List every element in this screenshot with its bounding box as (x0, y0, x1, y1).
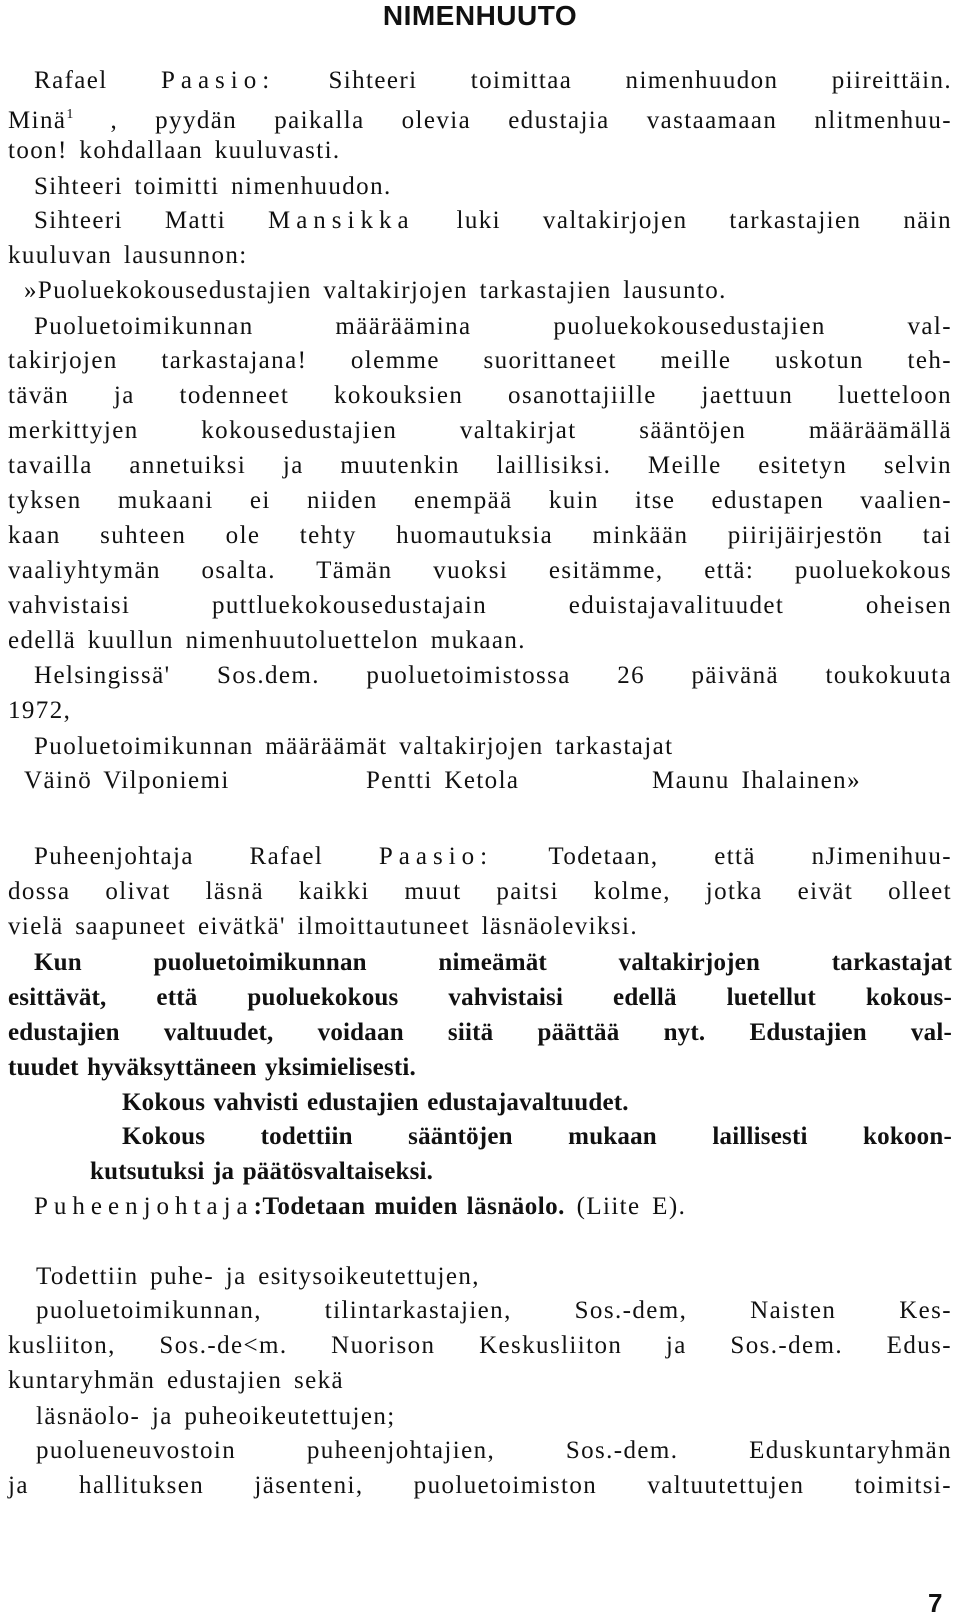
text-line: tyksen mukaani ei niiden enempää kuin itse edustapen vaalien- (8, 487, 952, 514)
text-line: »Puoluekokousedustajien valtakirjojen tarkastajien lausunto. (24, 277, 727, 304)
speaker-name: Mansikka (267, 207, 415, 234)
text-line: kusliiton, Sos.-de<m. Nuorison Keskusliiton ja Sos.-dem. Edus- (8, 1332, 952, 1359)
text-line: puoluetoimikunnan, tilintarkastajien, Sos.-dem, Naisten Kes- (36, 1297, 952, 1324)
text-line: 1972, (8, 697, 72, 724)
text-line: dossa olivat läsnä kaikki muut paitsi kolme, jotka eivät olleet (8, 878, 952, 905)
text-line: tavailla annetuiksi ja muutenkin laillisiksi. Meille esitetyn selvin (8, 452, 952, 479)
text-line: toon! kohdallaan kuuluvasti. (8, 137, 341, 164)
text-line: Rafael Paasio: Sihteeri toimittaa nimenhuudon piireittäin. (34, 67, 952, 94)
text-line: Sihteeri toimitti nimenhuudon. (34, 173, 392, 200)
speaker-name: Paasio: (160, 67, 276, 94)
decision-line: kutsutuksi ja päätösvaltaiseksi. (90, 1158, 434, 1185)
text-line: edustajien valtuudet, voidaan siitä päättää nyt. Edustajien val- (8, 1019, 952, 1046)
page-number: 7 (928, 1588, 943, 1618)
text-line: Kun puoluetoimikunnan nimeämät valtakirjojen tarkastajat (34, 949, 952, 976)
text-line: Todettiin puhe- ja esitysoikeutettujen, (36, 1263, 480, 1290)
text-line: Helsingissä' Sos.dem. puoluetoimistossa 26 päivänä toukokuuta (34, 662, 952, 689)
page-title: NIMENHUUTO (382, 0, 578, 31)
signature-name: Pentti Ketola (366, 767, 520, 794)
text-line: Puheenjohtaja Rafael Paasio: Todetaan, että nJimenihuu- (34, 843, 953, 870)
text-line: merkittyjen kokousedustajien valtakirjat sääntöjen määräämällä (8, 417, 952, 444)
text-line: ja hallituksen jäsenteni, puoluetoimiston valtuutettujen toimitsi- (8, 1472, 952, 1499)
text-line: Sihteeri Matti Mansikka luki valtakirjojen tarkastajien näin (34, 207, 952, 234)
text-line: kaan suhteen ole tehty huomautuksia minkään piirijäirjestön tai (8, 522, 952, 549)
text-line: vahvistaisi puttluekokousedustajain eduistajavalituudet oheisen (8, 592, 952, 619)
text-line: Minä$^1$ , pyydän paikalla olevia edustajia vastaamaan nlitmenhuu- (8, 107, 952, 134)
signature-name: Väinö Vilponiemi (24, 767, 230, 794)
text-line: Puoluetoimikunnan määräämät valtakirjojen tarkastajat (34, 733, 674, 760)
text-line: kuntaryhmän edustajien sekä (8, 1367, 344, 1394)
text-line: kuuluvan lausunnon: (8, 242, 248, 269)
text-line: Puheenjohtaja:Todetaan muiden läsnäolo. (Liite E). (34, 1193, 687, 1220)
decision-line: Kokous todettiin sääntöjen mukaan laillisesti kokoon- (122, 1123, 952, 1150)
text-line: takirjojen tarkastajana! olemme suorittaneet meille uskotun teh- (8, 347, 952, 374)
decision-line: Kokous vahvisti edustajien edustajavaltuudet. (122, 1089, 629, 1116)
text-line: tuudet hyväksyttäneen yksimielisesti. (8, 1054, 416, 1081)
speaker-name: Paasio: (378, 843, 494, 870)
text-line: edellä kuullun nimenhuutoluettelon mukaan. (8, 627, 526, 654)
signature-name: Maunu Ihalainen» (652, 767, 861, 794)
footnote-marker: 1 (66, 107, 74, 122)
speaker-name: Puheenjohtaja (34, 1193, 254, 1220)
text-line: vaaliyhtymän osalta. Tämän vuoksi esitämme, että: puoluekokous (8, 557, 952, 584)
text-line: Puoluetoimikunnan määräämina puoluekokousedustajien val- (34, 313, 952, 340)
text-line: puolueneuvostoin puheenjohtajien, Sos.-dem. Eduskuntaryhmän (36, 1437, 952, 1464)
text-line: vielä saapuneet eivätkä' ilmoittautuneet läsnäoleviksi. (8, 913, 638, 940)
text-line: läsnäolo- ja puheoikeutettujen; (36, 1403, 396, 1430)
text-line: tävän ja todenneet kokouksien osanottajiille jaettuun luetteloon (8, 382, 952, 409)
text-line: esittävät, että puoluekokous vahvistaisi edellä luetellut kokous- (8, 984, 952, 1011)
